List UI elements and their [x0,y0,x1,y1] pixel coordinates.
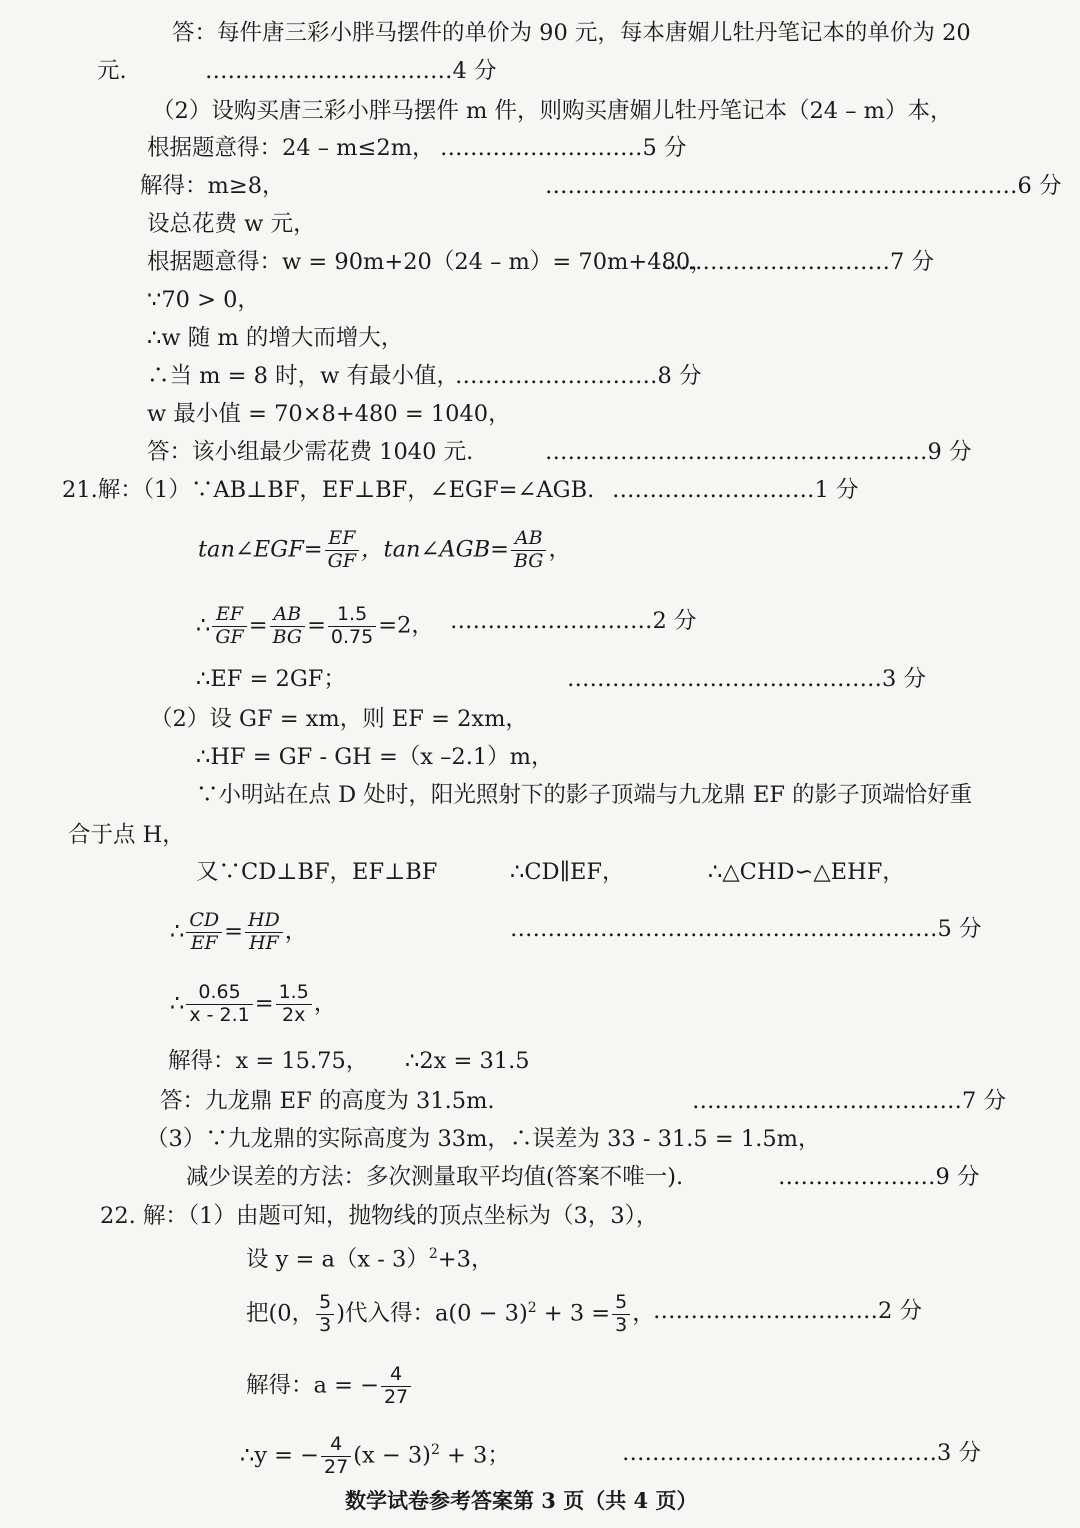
solve-x-line: 解得：x = 15.75， [168,1048,369,1074]
parallel-line: ∴CD∥EF， [510,859,625,885]
q21-part2-setup-line: （2）设 GF = xm，则 EF = 2xm， [150,706,528,732]
parabola-lhs: ∴y = − [240,1442,320,1469]
fraction-ab-bg [511,528,547,573]
numerator: AB [270,604,306,627]
numerator: 5 [612,1292,630,1315]
equals: = [248,612,268,639]
denominator: GF [215,625,244,648]
similar-triangles-line: ∴△CHD∽△EHF， [708,859,905,885]
fraction-0.65-over-x [186,982,252,1027]
score-6: ………………………………………………………6 分 [545,173,1062,199]
solve-m-line: 解得：m≥8， [140,173,285,199]
substitute-point-line [246,1292,655,1337]
fraction-5-3b [612,1292,630,1337]
numerator: HD [245,910,283,933]
score-1: ………………………1 分 [612,477,859,503]
denominator: 27 [324,1455,349,1478]
increasing-line: ∴w 随 m 的增大而增大， [147,325,404,351]
comma: ， [548,536,571,563]
score-8: ………………………8 分 [455,363,702,389]
fraction-4-27 [381,1364,411,1409]
fraction-1.5-0.75 [328,604,376,649]
answer-line-unit-price: 答：每件唐三彩小胖马摆件的单价为 90 元，每本唐媚儿牡丹笔记本的单价为 20 [172,20,971,46]
tan-definition-line [198,528,571,573]
shadow-coincide-line-end: 合于点 H， [68,822,185,848]
numerator: 4 [381,1364,411,1387]
score-2: ………………………2 分 [450,608,697,634]
tan-egf-label: tan∠EGF= [198,536,323,563]
therefore: ∴ [170,990,185,1017]
denominator: EF [190,931,218,954]
hf-expression-line: ∴HF = GF - GH =（x –2.1）m， [196,744,554,770]
page-footer: 数学试卷参考答案第 3 页（共 4 页） [345,1488,698,1513]
numerator: AB [511,528,547,551]
denominator: 27 [383,1385,409,1408]
q22-part1-line: 22. 解：（1）由题可知，抛物线的顶点坐标为（3，3）， [100,1203,659,1229]
exponent: 2 [428,1246,438,1262]
substitute-label: 把(0， [246,1300,315,1327]
fraction-ef-gf [325,528,359,573]
numerator: EF [212,604,246,627]
score-4: ……………………………4 分 [205,58,497,84]
inequality-line: 根据题意得：24 – m≤2m， [147,135,435,161]
fraction-1.5-over-2x [276,982,312,1027]
slope-positive-line: ∵70 > 0， [147,287,260,313]
equals: = [224,918,243,945]
shadow-coincide-line: ∵小明站在点 D 处时，阳光照射下的影子顶端与九龙鼎 EF 的影子顶端恰好重 [196,782,973,808]
score-7: …………………………7 分 [665,249,934,275]
therefore: ∴ [196,612,211,639]
vertex-form: 设 y = a（x - 3） [246,1246,429,1273]
fraction-cd-ef [186,910,222,955]
reduce-error-line: 减少误差的方法：多次测量取平均值(答案不唯一). [186,1164,684,1190]
cost-function-line: 根据题意得：w = 90m+20（24 – m）= 70m+480， [147,249,713,275]
double-x-line: ∴2x = 31.5 [405,1048,530,1074]
parabola-equation-line [240,1434,510,1479]
parabola-square: (x − 3) [353,1442,431,1469]
q21-part1-line: 21.解：（1）∵AB⊥BF，EF⊥BF，∠EGF=∠AGB. [62,477,595,503]
result: =2， [378,612,434,639]
denominator: 2x [282,1003,306,1026]
equals: = [307,612,326,639]
fraction-ef-gf [212,604,246,649]
perpendicular-line: 又∵CD⊥BF，EF⊥BF [196,859,438,885]
substitute-equation-tail: + 3 = [536,1300,611,1327]
score-7b: ………………………………7 分 [692,1088,1006,1114]
q21-part3-line: （3）∵九龙鼎的实际高度为 33m，∴误差为 33 - 31.5 = 1.5m， [146,1126,821,1152]
denominator: 3 [319,1313,332,1336]
minimum-value-line: w 最小值 = 70×8+480 = 1040， [147,401,511,427]
score-9: ……………………………………………9 分 [545,439,972,465]
tan-agb-label: ，tan∠AGB= [361,536,509,563]
similar-ratio-line [170,910,307,955]
exponent: 2 [430,1441,440,1458]
numerator: 5 [316,1292,334,1315]
exponent: 2 [527,1299,537,1316]
denominator: 3 [615,1313,628,1336]
total-cost-line: 设总花费 w 元， [147,211,316,237]
denominator: GF [327,549,357,572]
minimum-at-line: ∴当 m = 8 时，w 有最小值， [147,363,460,389]
solve-a-line [246,1364,413,1409]
ratio-equation-line [196,604,434,649]
numerator: CD [186,910,222,933]
fraction-5-3 [316,1292,334,1337]
fraction-hd-hf [245,910,283,955]
answer-min-cost-line: 答：该小组最少需花费 1040 元. [147,439,474,465]
numerator: 4 [321,1434,351,1457]
numerator: EF [325,528,359,551]
numerator: 1.5 [328,604,376,627]
score-9b: …………………9 分 [778,1164,980,1190]
part2-setup-line: （2）设购买唐三彩小胖马摆件 m 件，则购买唐媚儿牡丹笔记本（24 – m）本， [152,98,953,124]
comma: ， [284,918,308,945]
denominator: BG [272,625,303,648]
score-5b: …………………………………………………5 分 [510,916,982,942]
vertex-form-line [246,1239,493,1275]
proportion-equation-line [170,982,336,1027]
score-3: ……………………………………3 分 [567,666,926,692]
denominator: 0.75 [330,625,374,648]
comma: ， [632,1300,655,1327]
answer-height-line: 答：九龙鼎 EF 的高度为 31.5m. [160,1088,495,1114]
comma: ， [313,990,337,1017]
vertex-form-tail: +3， [437,1246,494,1273]
equals: = [254,990,274,1017]
score-3b: ……………………………………3 分 [622,1440,981,1466]
substitute-equation: )代入得：a(0 − 3) [336,1300,528,1327]
score-5: ………………………5 分 [440,135,687,161]
denominator: x - 2.1 [189,1003,250,1026]
therefore: ∴ [170,918,185,945]
numerator: 1.5 [276,982,312,1005]
denominator: HF [248,931,279,954]
ef-equals-2gf-line: ∴EF = 2GF； [196,666,346,692]
answer-line-unit-price-end: 元. [97,58,127,84]
fraction-ab-bg [270,604,306,649]
score-2b: …………………………2 分 [653,1298,922,1324]
numerator: 0.65 [186,982,252,1005]
solve-a-label: 解得：a = − [246,1372,379,1399]
parabola-tail: + 3； [439,1442,510,1469]
fraction-4-27b [321,1434,351,1479]
denominator: BG [513,549,544,572]
